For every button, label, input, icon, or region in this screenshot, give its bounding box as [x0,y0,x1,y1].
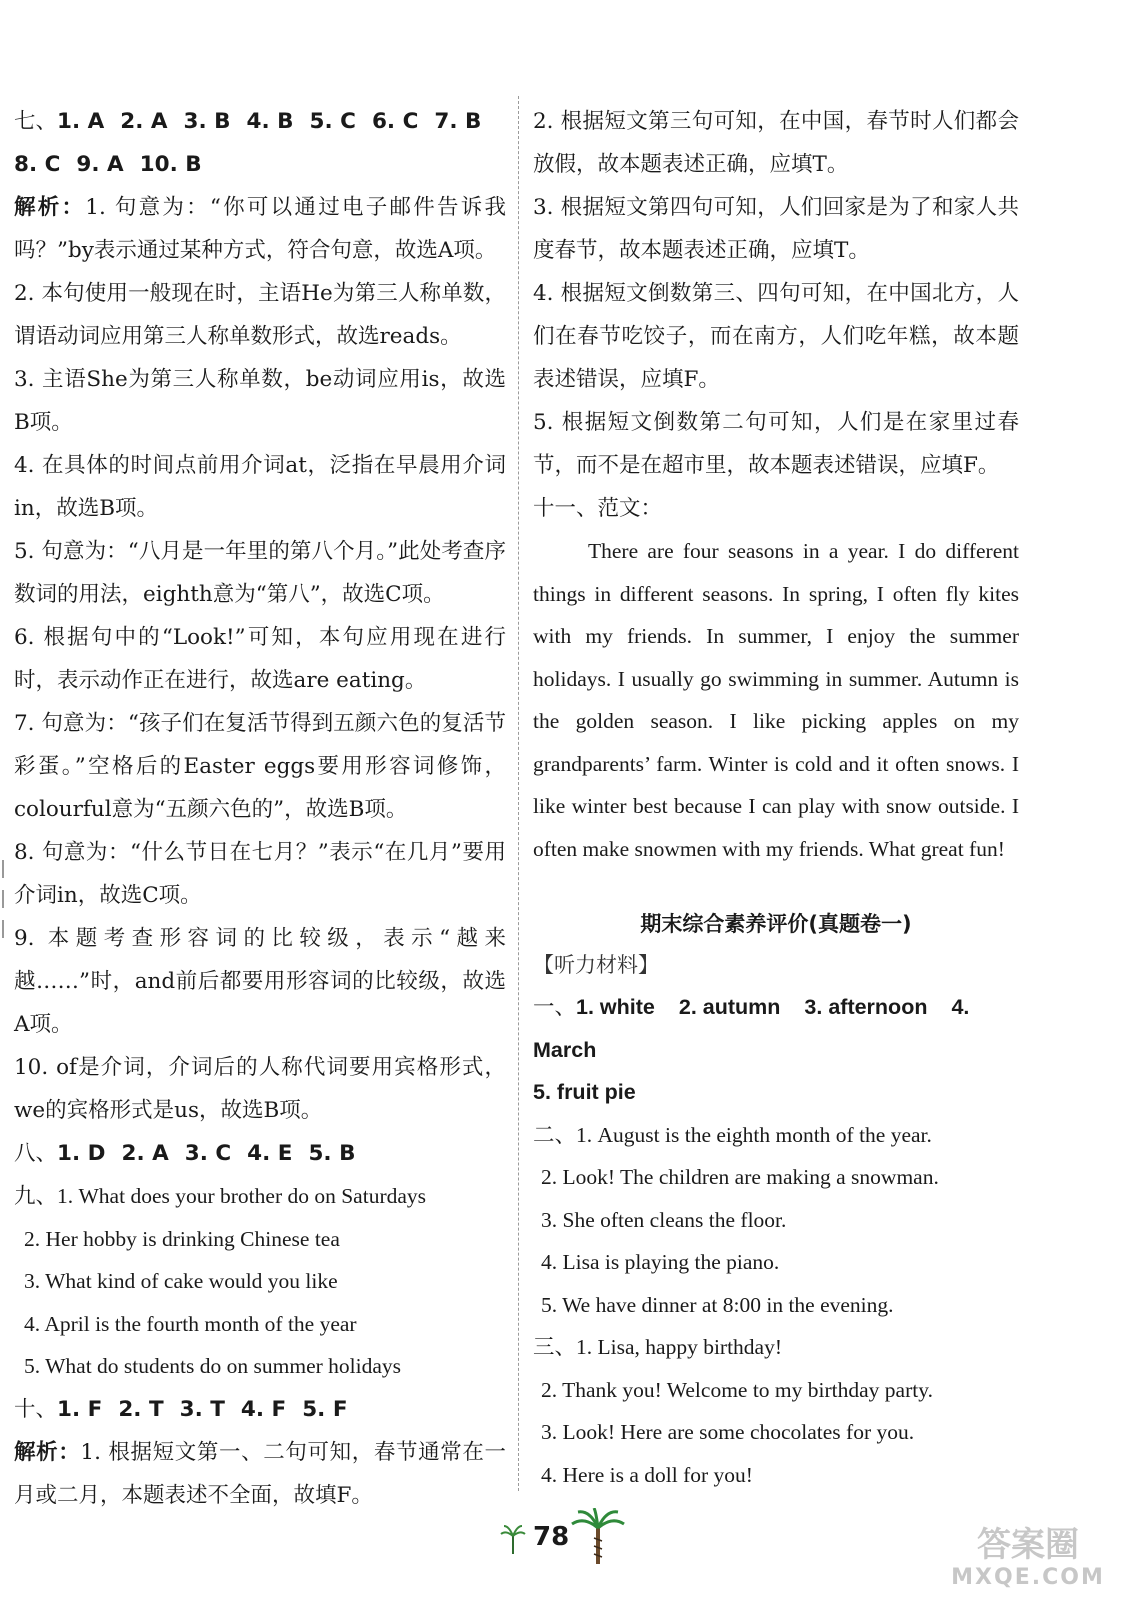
answer-item-text: 6. C [371,109,419,134]
listening-sentence-text: 1. August is the eighth month of the year. [576,1122,932,1147]
explanation-paragraph [14,1046,506,1132]
listening-sentence [533,1454,1019,1497]
part-2-lead: 二、 [533,1122,577,1147]
answer-key-row [14,1388,506,1431]
answer-item [302,1397,347,1422]
answer-key-row [14,143,506,186]
explanation-text: 9. 本题考查形容词的比较级，表示“越来越……”时，and前后都要用形容词的比较级，故选A项。 [14,926,506,1037]
explanation-paragraph [14,530,506,616]
answer-key-lead: 十、 [14,1396,58,1422]
answer-item-text: 7. B [434,109,482,134]
explanation-paragraph: 4. 根据短文倒数第三、四句可知，在中国北方，人们在春节吃饺子，而在南方，人们吃年糕，故本题表述错误，应填F。 [533,281,1019,392]
listening-sentence-text: 2. Look! The children are making a snowman. [541,1165,939,1189]
listening-material-label: 【听力材料】 [533,953,659,977]
listening-item: 4. March [533,995,970,1062]
answer-item [120,109,167,134]
answer-item [57,1141,105,1166]
binding-marks [0,860,8,980]
part-3-lead: 三、 [533,1335,577,1359]
answer-item-text: 4. B [246,109,294,134]
listening-sentence [533,1199,1019,1242]
answer-item-text: 1. A [57,109,105,134]
answer-item [121,1141,168,1166]
listening-sentence [533,1241,1019,1284]
column-divider [518,96,519,1491]
answer-item [241,1397,286,1422]
answer-item [14,152,60,177]
right-column [533,100,1019,1496]
explanation-label: 解析： [14,195,86,220]
answer-sentence-text: 5. What do students do on summer holidays [24,1354,402,1378]
answer-sentence [14,1218,506,1261]
watermark-brand: 答案圈 [977,1525,1079,1565]
explanation-text: 1. 根据短文第一、二句可知，春节通常在一月或二月，本题表述不全面，故填F。 [14,1439,506,1508]
answer-item [57,109,104,134]
answer-sentence-text: 1. What does your brother do on Saturdays [57,1184,427,1208]
left-column [14,100,506,1517]
answer-item-text: 8. C [14,152,61,177]
listening-item: 3. afternoon [804,995,928,1019]
listening-part-1 [533,986,1019,1071]
answer-item [434,109,481,134]
palm-tree-icon [500,1524,526,1556]
answer-item [185,1141,231,1166]
answer-key-lead: 八、 [14,1141,58,1166]
answer-sentence-text: 2. Her hobby is drinking Chinese tea [24,1226,340,1251]
answer-sentence [14,1175,506,1218]
answer-item [184,109,231,134]
explanation-paragraph [14,616,506,702]
answer-item [140,152,202,177]
answer-sentence [14,1260,506,1303]
answer-item [372,109,418,134]
page-number: 78 [533,1522,570,1552]
explanation-text: 10. of是介词，介词后的人称代词要用宾格形式，we的宾格形式是us，故选B项。 [14,1055,506,1123]
explanation-text: 1. 句意为：“你可以通过电子邮件告诉我吗？”by表示通过某种方式，符合句意，故选A项。 [14,195,506,263]
answer-item-text: 1. F [57,1396,103,1422]
answer-item-text: 3. T [179,1396,225,1422]
explanation-paragraph [14,1431,506,1517]
essay-heading: 十一、范文： [533,496,663,521]
answer-item [118,1397,163,1422]
listening-sentence-text: 3. Look! Here are some chocolates for you. [541,1420,915,1444]
answer-key-row [14,1132,506,1175]
answer-item [76,152,123,177]
listening-part-1-extra [533,1071,1019,1114]
answer-sentence [14,1303,506,1346]
explanation-text: 6. 根据句中的“Look!”可知，本句应用现在进行时，表示动作正在进行，故选are eating。 [14,625,506,693]
answer-sentence-lead: 九、 [14,1184,58,1208]
answer-explanations-continued [533,100,1019,487]
listening-item: 1. white [576,995,655,1019]
answer-key-lead: 七、 [14,109,58,134]
listening-sentence [533,1326,1019,1369]
explanation-paragraph [14,831,506,917]
explanation-text: 2. 本句使用一般现在时，主语He为第三人称单数，谓语动词应用第三人称单数形式，故选reads。 [14,281,506,349]
explanation-paragraph: 5. 根据短文倒数第二句可知，人们是在家里过春节，而不是在超市里，故本题表述错误，应填F。 [533,410,1019,478]
answer-item [308,1141,355,1166]
answer-item-text: 4. E [247,1141,293,1166]
explanation-paragraph: 2. 根据短文第三句可知，在中国，春节时人们都会放假，故本题表述正确，应填T。 [533,109,1019,177]
listening-item: 2. autumn [678,995,781,1019]
explanation-paragraph [14,917,506,1046]
answer-key-row [14,100,506,143]
answer-item-text: 5. C [309,109,356,134]
answer-item [180,1397,225,1422]
listening-sentence [533,1284,1019,1327]
part-1-items [533,995,969,1062]
listening-sentence-text: 1. Lisa, happy birthday! [576,1335,783,1359]
explanation-paragraph: 3. 根据短文第四句可知，人们回家是为了和家人共度春节，故本题表述正确，应填T。 [533,195,1019,263]
answer-item [310,109,356,134]
answer-sentence-text: 3. What kind of cake would you like [24,1269,338,1293]
watermark-url: MXQE.COM [951,1565,1105,1590]
explanation-paragraph [14,444,506,530]
explanation-text: 5. 句意为：“八月是一年里的第八个月。”此处考查序数词的用法，eighth意为“第八”，故选C项。 [14,539,506,607]
explanation-label: 解析： [14,1439,81,1465]
answer-item-text: 2. A [120,109,168,134]
explanation-text: 7. 句意为：“孩子们在复活节得到五颜六色的复活节彩蛋。”空格后的Easter eggs要用形容词修饰，colourful意为“五颜六色的”，故选B项。 [14,711,506,822]
listening-sentence [533,1156,1019,1199]
palm-tree-icon [570,1508,626,1566]
listening-sentence [533,1369,1019,1412]
listening-sentence [533,1411,1019,1454]
listening-sentence-text: 5. We have dinner at 8:00 in the evening. [541,1292,894,1317]
explanation-paragraph [14,358,506,444]
section-title: 期末综合素养评价(真题卷一) [640,912,912,936]
answer-item [247,1141,292,1166]
listening-sentence-text: 4. Lisa is playing the piano. [541,1250,780,1274]
answer-item-text: 4. F [240,1396,287,1422]
explanation-text: 8. 句意为：“什么节日在七月？”表示“在几月”要用介词in，故选C项。 [14,840,506,908]
answer-item-text: 1. D [57,1141,106,1166]
answer-item [57,1397,102,1422]
answer-sentence-text: 4. April is the fourth month of the year [24,1311,357,1336]
part-1-extra: 5. fruit pie [533,1080,636,1104]
part-1-lead: 一、 [533,995,577,1019]
answer-item [247,109,294,134]
answer-sentence [14,1345,506,1388]
answer-item-text: 2. T [118,1396,164,1422]
explanation-text: 4. 在具体的时间点前用介词at，泛指在早晨用介词in，故选B项。 [14,453,506,521]
explanation-paragraph [14,702,506,831]
answer-item-text: 3. B [183,109,231,134]
explanation-text: 3. 主语She为第三人称单数，be动词应用is，故选B项。 [14,367,506,435]
model-essay: There are four seasons in a year. I do different things in different seasons. In spring, I often fly kites with my friends. In summer, I enjoy the summer holidays. I usually go swimming in summer. Autumn is the golden season. I like picking apples on my grandparents’ farm. Winter is cold and it often snows. I like winter best because I can play with snow outside. I often make snowmen with my friends. What great fun! [533,539,1019,861]
answer-item-text: 9. A [76,152,124,177]
listening-sentence-text: 3. She often cleans the floor. [541,1207,787,1232]
listening-sentence-text: 4. Here is a doll for you! [541,1462,753,1487]
answer-item-text: 10. B [139,152,202,177]
explanation-paragraph [14,272,506,358]
listening-part-3 [533,1326,1019,1496]
listening-sentence [533,1114,1019,1157]
answer-item-text: 5. B [308,1141,356,1166]
explanation-paragraph [14,186,506,272]
watermark-logo [928,1520,1128,1590]
listening-sentence-text: 2. Thank you! Welcome to my birthday party. [541,1377,933,1402]
listening-part-2 [533,1114,1019,1327]
answer-item-text: 2. A [121,1141,169,1166]
answer-item-text: 3. C [184,1141,232,1166]
answer-item-text: 5. F [302,1396,348,1422]
